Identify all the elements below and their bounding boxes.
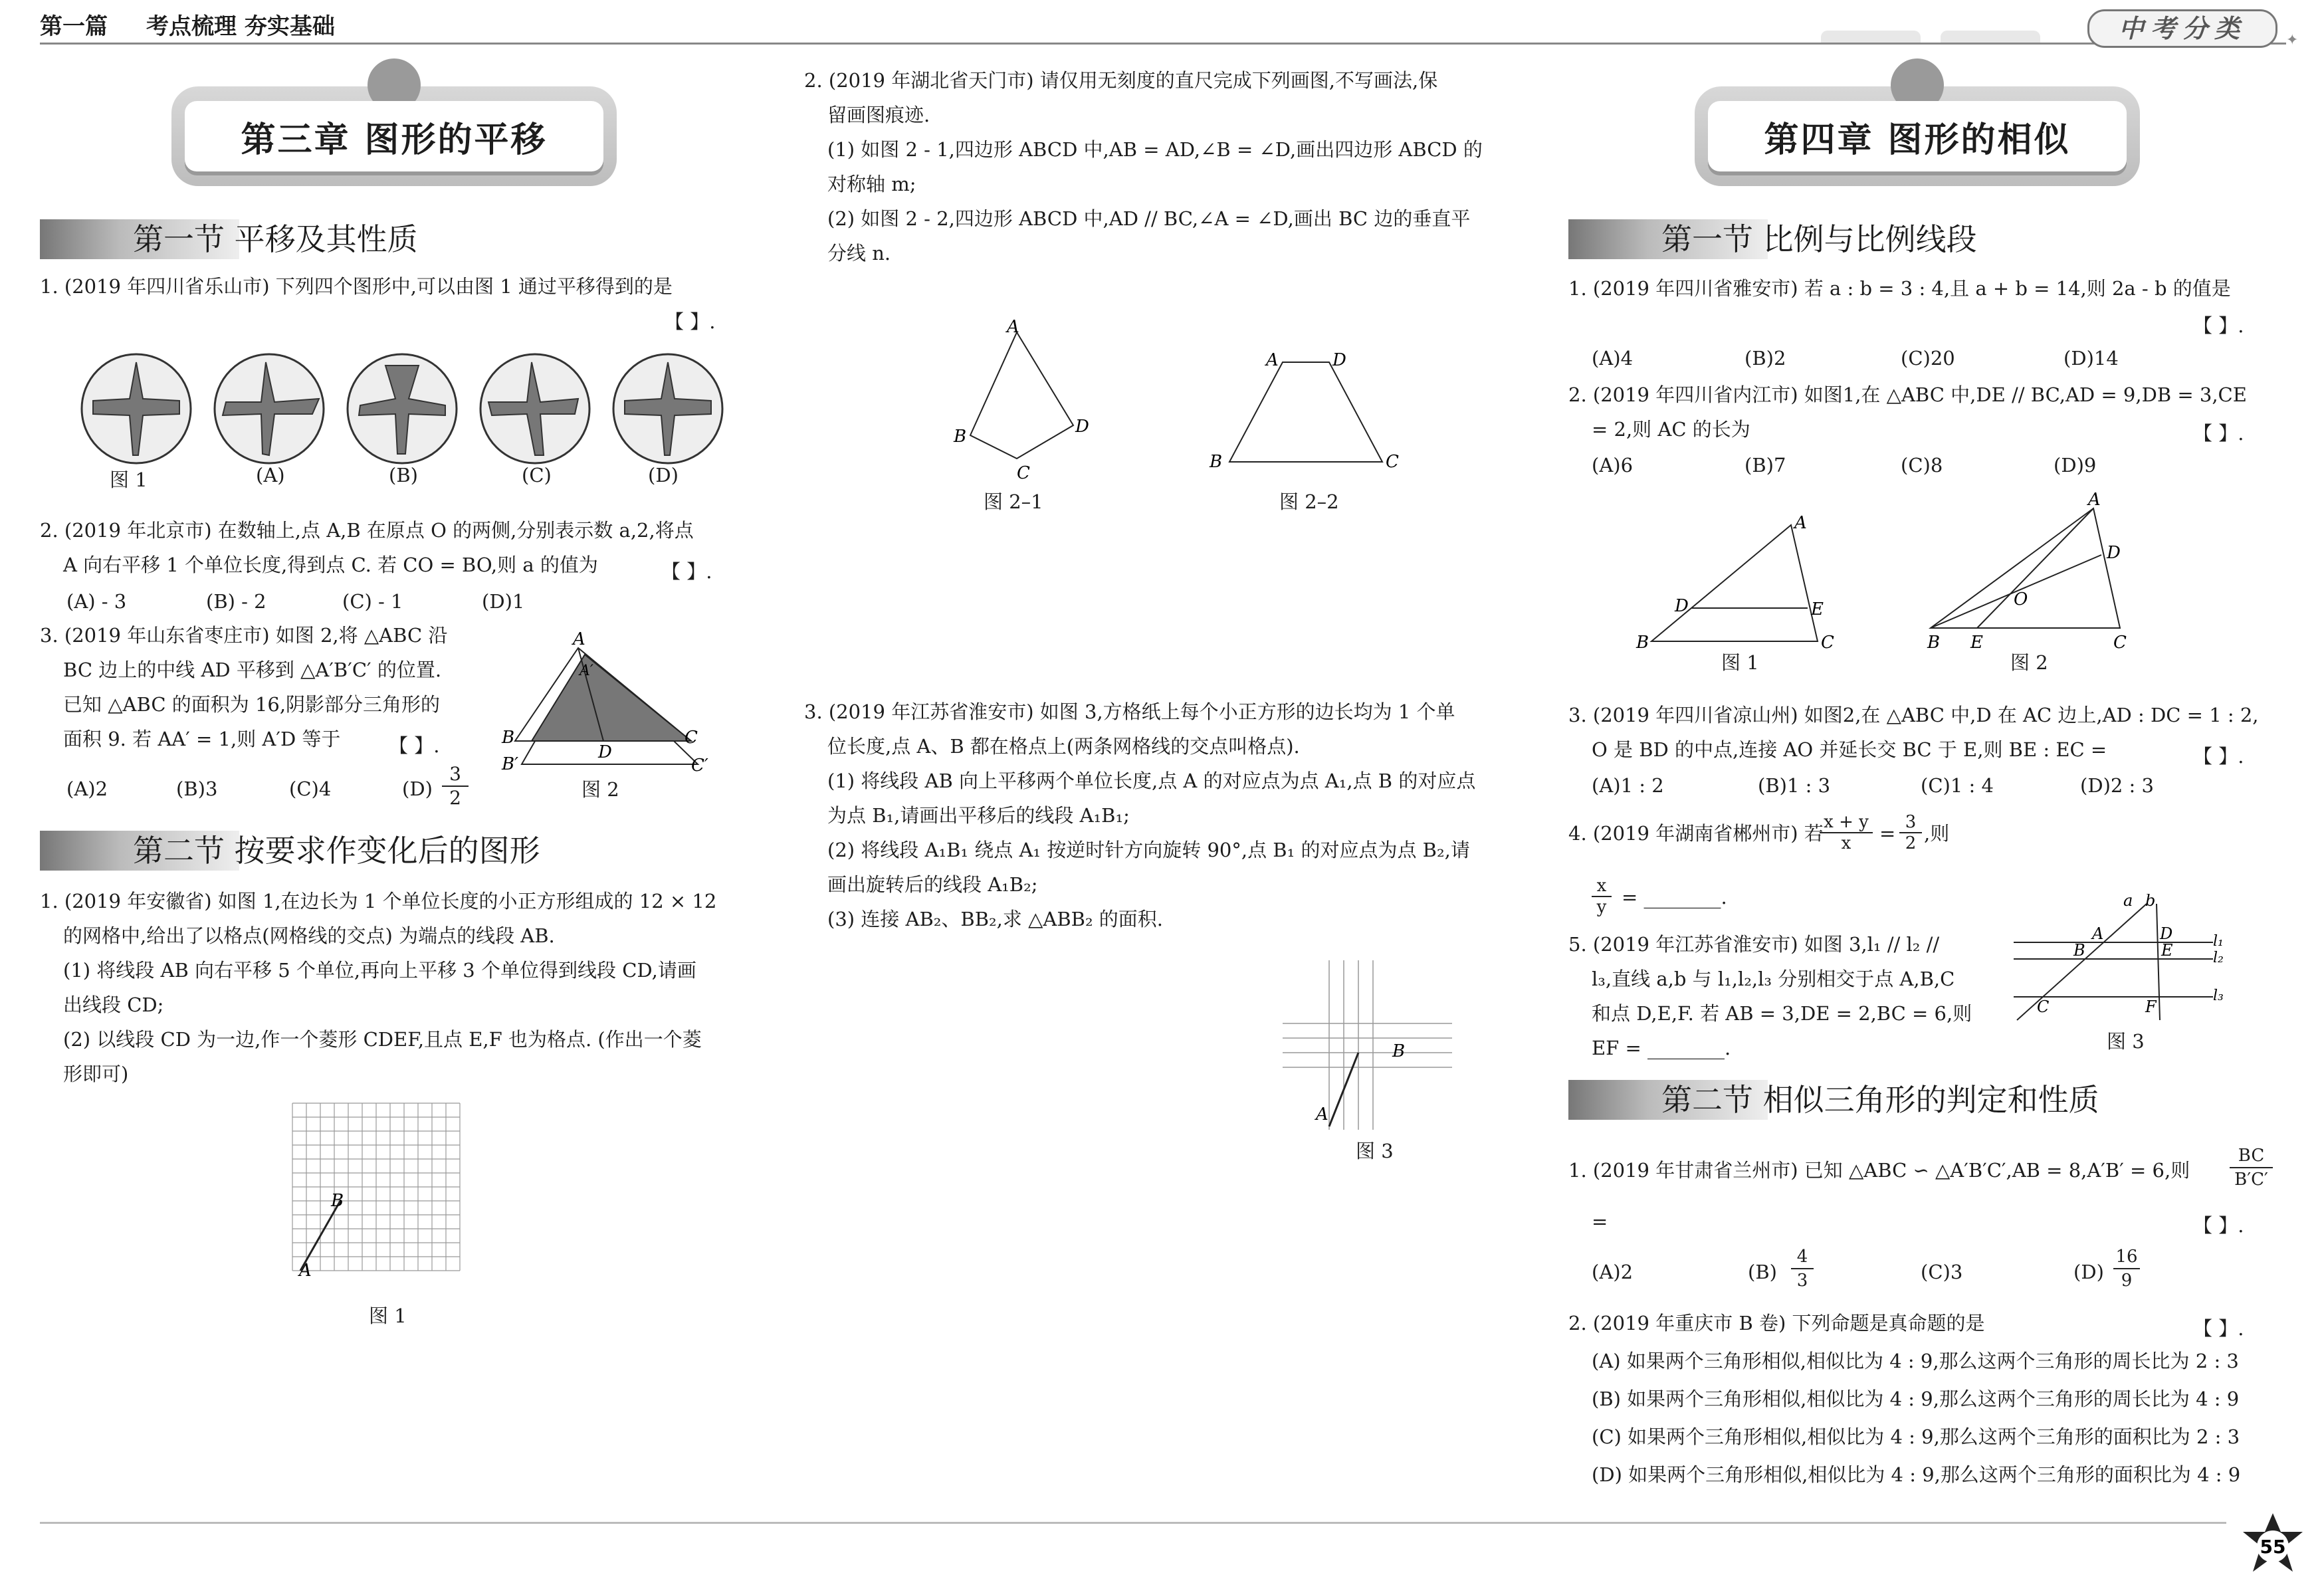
question-text: (1) 将线段 AB 向上平移两个单位长度,点 A 的对应点为点 A₁,点 B 的对应点 [827, 770, 1476, 792]
option: (D) 如果两个三角形相似,相似比为 4 : 9,那么这两个三角形的面积比为 4 : 9 [1592, 1463, 2241, 1486]
question-text: 2. (2019 年四川省内江市) 如图1,在 △ABC 中,DE // BC,AD = 9,DB = 3,CE [1568, 383, 2247, 406]
svg-text:O: O [2014, 589, 2028, 609]
answer-bracket: 【 】. [661, 560, 712, 583]
svg-text:C: C [2113, 633, 2127, 653]
figure-caption: 图 2 [2010, 651, 2048, 674]
blank-line[interactable]: = ________. [1622, 886, 1727, 908]
svg-text:D: D [2107, 543, 2121, 563]
equals-sign: = [1592, 1210, 1608, 1233]
option: (A)4 [1592, 347, 1634, 369]
airplane-figures [73, 349, 744, 469]
fraction-denominator: 2 [449, 787, 461, 809]
fraction-numerator: x [1592, 876, 1612, 897]
header-subtitle: 考点梳理 夯实基础 [146, 13, 335, 40]
question-text: = 2,则 AC 的长为 [1592, 418, 1750, 441]
fraction-numerator: x + y [1820, 812, 1873, 833]
question-text: 1. (2019 年安徽省) 如图 1,在边长为 1 个单位长度的小正方形组成的 12 × 12 [40, 890, 717, 912]
option: (D)1 [482, 590, 525, 613]
question-text: 1. (2019 年四川省乐山市) 下列四个图形中,可以由图 1 通过平移得到的是 [40, 275, 673, 298]
fraction [442, 763, 469, 809]
svg-text:B: B [1210, 452, 1223, 472]
question-text: 面积 9. 若 AA′ = 1,则 A′D 等于 [63, 728, 341, 750]
page-number: 55 [2260, 1536, 2286, 1558]
header-part: 第一篇 [40, 13, 108, 40]
equals-sign: = [1879, 822, 1896, 845]
airplane-figure-d [613, 354, 722, 463]
section-heading [1568, 219, 2166, 259]
option: (C) 如果两个三角形相似,相似比为 4 : 9,那么这两个三角形的面积比为 2 : 3 [1592, 1425, 2240, 1448]
grid-12x12-figure [286, 1097, 498, 1296]
svg-text:B: B [502, 728, 515, 748]
svg-text:l₁: l₁ [2213, 933, 2224, 950]
fraction [2113, 1245, 2140, 1292]
question-text: (1) 如图 2 - 1,四边形 ABCD 中,AB = AD,∠B = ∠D,画出四边形 ABCD 的 [827, 138, 1483, 161]
header-tab-shape [1941, 31, 2040, 43]
fraction [1592, 876, 1612, 917]
option-label: (D) [648, 464, 679, 486]
option: (D)14 [2063, 347, 2119, 369]
question-text: 形即可) [63, 1063, 129, 1085]
option: (B)3 [176, 778, 218, 800]
kite-quadrilateral-figure [944, 312, 1103, 485]
question-text: A 向右平移 1 个单位长度,得到点 C. 若 CO = BO,则 a 的值为 [63, 554, 598, 576]
fraction [2230, 1144, 2273, 1191]
answer-bracket: 【 】. [665, 310, 716, 333]
svg-text:C′: C′ [691, 756, 708, 776]
question-text: O 是 BD 的中点,连接 AO 并延长交 BC 于 E,则 BE : EC = [1592, 738, 2107, 761]
svg-text:A: A [1266, 350, 1279, 370]
airplane-figure-b [348, 354, 457, 463]
svg-text:A: A [1316, 1105, 1328, 1124]
fraction-numerator: 3 [1899, 812, 1922, 833]
fraction-numerator: 3 [442, 763, 469, 787]
svg-text:D: D [2160, 924, 2173, 943]
triangle-de-parallel-figure [1635, 508, 1841, 655]
svg-text:a: a [2123, 894, 2133, 910]
svg-text:A: A [2088, 492, 2101, 510]
option: (B)2 [1744, 347, 1786, 369]
triangle-cevian-figure [1914, 492, 2140, 655]
question-text: 出线段 CD; [63, 994, 164, 1016]
option: (C) - 1 [342, 590, 403, 613]
section-heading [1568, 1080, 2166, 1120]
header-category: 中考分类 [2087, 9, 2277, 48]
svg-text:B: B [954, 427, 967, 447]
option: (A) - 3 [66, 590, 127, 613]
svg-text:B: B [331, 1191, 344, 1211]
svg-text:B: B [1636, 633, 1649, 653]
question-text: (2) 以线段 CD 为一边,作一个菱形 CDEF,且点 E,F 也为格点. (作出一个菱 [63, 1028, 702, 1051]
svg-text:b: b [2145, 894, 2156, 910]
question-text: 2. (2019 年重庆市 B 卷) 下列命题是真命题的是 [1568, 1312, 1985, 1334]
option: (D) [2073, 1261, 2104, 1283]
svg-text:B: B [2073, 941, 2085, 960]
question-text: 2. (2019 年北京市) 在数轴上,点 A,B 在原点 O 的两侧,分别表示数 a,2,将点 [40, 519, 694, 542]
option: (B) - 2 [206, 590, 266, 613]
question-text: l₃,直线 a,b 与 l₁,l₂,l₃ 分别相交于点 A,B,C [1592, 968, 1955, 990]
option: (A)1 : 2 [1592, 774, 1664, 797]
blank-line[interactable]: EF = ________. [1592, 1037, 1731, 1059]
svg-text:B: B [1392, 1041, 1406, 1061]
answer-bracket: 【 】. [2193, 422, 2244, 445]
chapter-3-banner [171, 86, 617, 186]
fraction [1899, 812, 1922, 853]
section-title: 第一节 比例与比例线段 [1661, 221, 1977, 257]
answer-bracket: 【 】. [389, 734, 440, 757]
svg-text:A: A [1007, 317, 1019, 337]
svg-text:D: D [1675, 596, 1689, 616]
option: (A) 如果两个三角形相似,相似比为 4 : 9,那么这两个三角形的周长比为 2 : 3 [1592, 1350, 2239, 1372]
chapter-4-banner [1695, 86, 2140, 186]
translation-triangle-figure [498, 631, 718, 778]
question-text: 5. (2019 年江苏省淮安市) 如图 3,l₁ // l₂ // [1568, 933, 1940, 956]
fraction [1820, 812, 1873, 853]
option: (C)1 : 4 [1921, 774, 1994, 797]
section-heading [40, 831, 638, 871]
figure-caption: 图 2–2 [1279, 490, 1339, 513]
option: (A)2 [1592, 1261, 1634, 1283]
section-title: 第一节 平移及其性质 [133, 221, 418, 257]
option: (B)7 [1744, 454, 1786, 476]
svg-text:B′: B′ [502, 754, 519, 774]
fraction-denominator: x [1841, 833, 1851, 853]
fraction-numerator: BC [2230, 1144, 2273, 1168]
answer-bracket: 【 】. [2193, 745, 2244, 768]
svg-text:E: E [1811, 599, 1824, 619]
svg-text:A: A [2092, 924, 2104, 943]
answer-bracket: 【 】. [2193, 1317, 2244, 1340]
question-text: 留画图痕迹. [827, 104, 930, 126]
svg-text:E: E [1970, 633, 1983, 653]
question-text: 3. (2019 年四川省凉山州) 如图2,在 △ABC 中,D 在 AC 边上,AD : DC = 1 : 2, [1568, 704, 2259, 726]
svg-text:D: D [1075, 417, 1089, 437]
svg-text:C: C [685, 728, 698, 748]
option: (D) [402, 778, 433, 800]
option: (B)1 : 3 [1758, 774, 1831, 797]
fraction [1791, 1245, 1814, 1292]
question-text: 的网格中,给出了以格点(网格线的交点) 为端点的线段 AB. [63, 924, 555, 947]
question-text: 1. (2019 年四川省雅安市) 若 a : b = 3 : 4,且 a + b = 14,则 2a - b 的值是 [1568, 277, 2231, 300]
airplane-figure-c [480, 354, 589, 463]
airplane-figure-1 [82, 354, 191, 463]
svg-text:C: C [1821, 633, 1834, 653]
option: (C)4 [289, 778, 332, 800]
grid-paper-figure [1283, 957, 1455, 1136]
header-tab-shape [1821, 31, 1921, 43]
svg-text:C: C [2037, 998, 2050, 1016]
fraction-numerator: 4 [1791, 1245, 1814, 1269]
section-title: 第二节 按要求作变化后的图形 [133, 833, 540, 869]
chapter-4-title: 第四章 图形的相似 [1708, 101, 2127, 171]
question-text: 对称轴 m; [827, 173, 916, 195]
svg-text:C: C [1017, 463, 1030, 483]
question-text: (2) 将线段 A₁B₁ 绕点 A₁ 按逆时针方向旋转 90°,点 B₁ 的对应点为点 B₂,请 [827, 839, 1470, 861]
option: (A)6 [1592, 454, 1634, 476]
parallel-lines-figure [2007, 894, 2226, 1027]
figure-caption: 图 1 [369, 1305, 407, 1327]
question-text: BC 边上的中线 AD 平移到 △A′B′C′ 的位置. [63, 659, 442, 681]
star-icon: ✦ [2286, 32, 2299, 49]
fraction-denominator: B′C′ [2234, 1170, 2268, 1190]
figure-caption: 图 2–1 [984, 490, 1043, 513]
figure-caption: 图 3 [1356, 1140, 1394, 1162]
question-text: ,则 [1924, 822, 1950, 845]
option-label: (A) [256, 464, 285, 486]
svg-text:l₂: l₂ [2213, 950, 2224, 966]
question-text: 3. (2019 年江苏省淮安市) 如图 3,方格纸上每个小正方形的边长均为 1 个单 [804, 700, 1455, 723]
answer-bracket: 【 】. [2193, 314, 2244, 337]
fraction-denominator: 2 [1905, 833, 1917, 853]
footer-rule [40, 1522, 2226, 1524]
trapezoid-figure [1203, 346, 1416, 478]
question-text: 1. (2019 年甘肃省兰州市) 已知 △ABC ∽ △A′B′C′,AB = 8,A′B′ = 6,则 [1568, 1159, 2190, 1182]
question-text: 画出旋转后的线段 A₁B₂; [827, 873, 1038, 896]
question-text: 3. (2019 年山东省枣庄市) 如图 2,将 △ABC 沿 [40, 624, 448, 647]
question-text: (2) 如图 2 - 2,四边形 ABCD 中,AD // BC,∠A = ∠D,画出 BC 边的垂直平 [827, 207, 1471, 230]
question-text: (1) 将线段 AB 向右平移 5 个单位,再向上平移 3 个单位得到线段 CD,请画 [63, 959, 696, 982]
svg-text:A: A [573, 631, 585, 649]
svg-text:l₃: l₃ [2213, 988, 2224, 1004]
question-text: 为点 B₁,请画出平移后的线段 A₁B₁; [827, 804, 1130, 827]
question-text: 分线 n. [827, 242, 891, 264]
question-text: 4. (2019 年湖南省郴州市) 若 [1568, 822, 1824, 845]
section-heading [40, 219, 638, 259]
fraction-denominator: 3 [1796, 1271, 1808, 1291]
figure-caption: 图 3 [2107, 1030, 2145, 1053]
figure-caption: 图 2 [581, 778, 619, 801]
option-label: (B) [389, 464, 418, 486]
fraction-denominator: y [1596, 897, 1607, 917]
option: (B) [1748, 1261, 1777, 1283]
section-title: 第二节 相似三角形的判定和性质 [1661, 1082, 2099, 1118]
svg-text:D: D [1332, 350, 1346, 370]
option: (D)9 [2054, 454, 2097, 476]
question-text: (3) 连接 AB₂、BB₂,求 △ABB₂ 的面积. [827, 908, 1164, 930]
fraction-denominator: 9 [2121, 1271, 2133, 1291]
svg-text:A: A [1794, 513, 1807, 533]
fraction-numerator: 16 [2113, 1245, 2140, 1269]
question-text: 和点 D,E,F. 若 AB = 3,DE = 2,BC = 6,则 [1592, 1002, 1972, 1025]
option: (D)2 : 3 [2080, 774, 2154, 797]
airplane-figure-a [215, 354, 324, 463]
svg-text:C: C [1386, 452, 1399, 472]
svg-text:E: E [2161, 941, 2173, 960]
question-text: 位长度,点 A、B 都在格点上(两条网格线的交点叫格点). [827, 735, 1300, 758]
svg-text:F: F [2145, 998, 2157, 1016]
chapter-3-title: 第三章 图形的平移 [185, 101, 603, 171]
figure-caption: 图 1 [110, 469, 148, 491]
option: (A)2 [66, 778, 108, 800]
option: (C)20 [1901, 347, 1955, 369]
answer-bracket: 【 】. [2193, 1214, 2244, 1237]
option-label: (C) [522, 464, 552, 486]
option: (C)3 [1921, 1261, 1963, 1283]
svg-text:A: A [299, 1261, 312, 1281]
svg-text:A′: A′ [580, 663, 593, 679]
option: (B) 如果两个三角形相似,相似比为 4 : 9,那么这两个三角形的周长比为 4 : 9 [1592, 1388, 2240, 1410]
svg-text:B: B [1927, 633, 1941, 653]
page-number-badge [2240, 1512, 2306, 1578]
figure-caption: 图 1 [1721, 651, 1759, 674]
question-text: 2. (2019 年湖北省天门市) 请仅用无刻度的直尺完成下列画图,不写画法,保 [804, 69, 1438, 92]
svg-text:D: D [598, 742, 612, 762]
option: (C)8 [1901, 454, 1943, 476]
question-text: 已知 △ABC 的面积为 16,阴影部分三角形的 [63, 693, 441, 716]
